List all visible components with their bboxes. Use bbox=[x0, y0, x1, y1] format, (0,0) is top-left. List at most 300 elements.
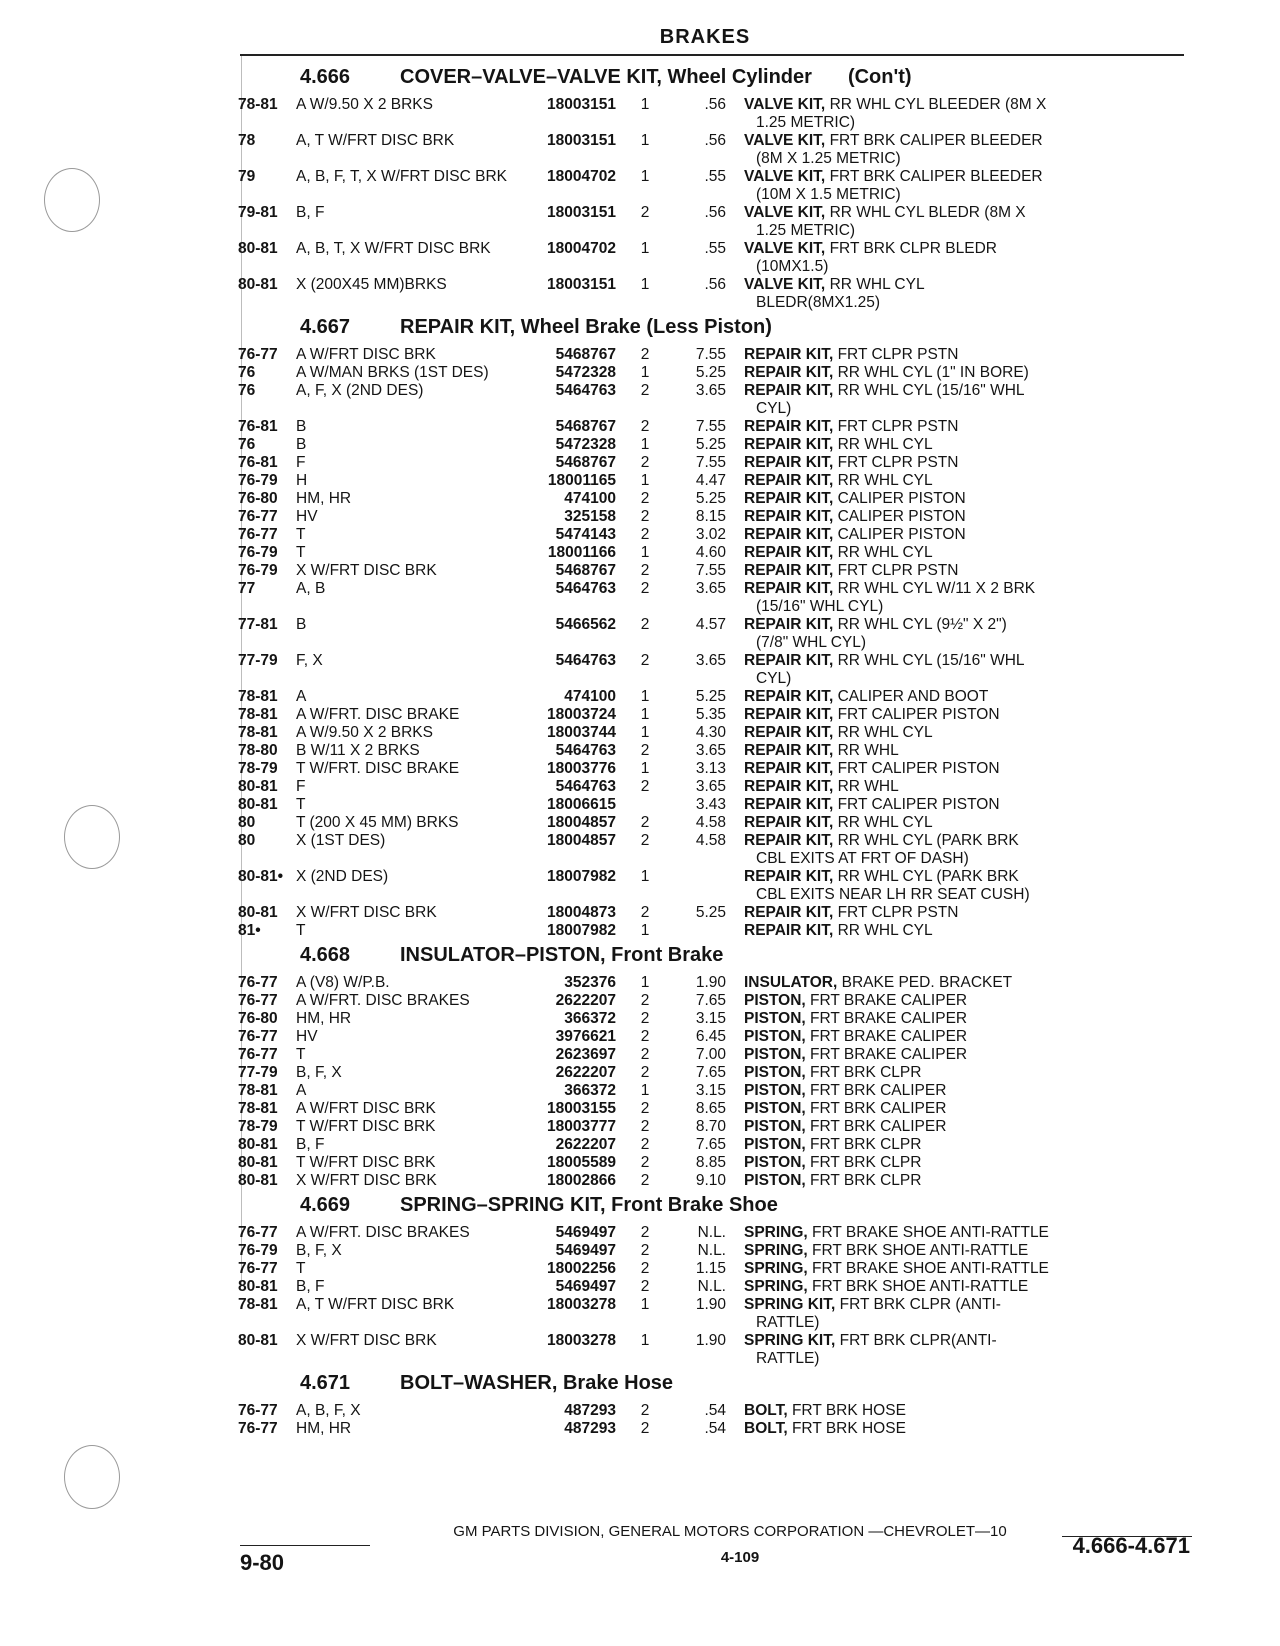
description-text: FRT BRK CLPR bbox=[810, 1154, 922, 1171]
part-description bbox=[726, 490, 1096, 508]
description-keyword: INSULATOR, bbox=[744, 974, 838, 991]
quantity: 2 bbox=[640, 346, 650, 363]
list-price: 4.58 bbox=[695, 832, 726, 849]
part-description bbox=[726, 1332, 1096, 1368]
part-description bbox=[726, 1154, 1096, 1172]
section-heading bbox=[238, 944, 1188, 972]
model-applicability: T W/FRT DISC BRK bbox=[296, 1154, 436, 1171]
model-applicability: A, T W/FRT DISC BRK bbox=[296, 1296, 455, 1313]
part-description bbox=[726, 1046, 1096, 1064]
model-years: 80-81 bbox=[238, 1278, 278, 1295]
description-keyword: REPAIR KIT, bbox=[744, 382, 834, 399]
quantity: 2 bbox=[640, 1028, 650, 1045]
description-continuation: CBL EXITS NEAR LH RR SEAT CUSH) bbox=[756, 886, 1030, 903]
quantity: 2 bbox=[640, 526, 650, 543]
model-years: 76-81 bbox=[238, 418, 278, 435]
part-number: 5464763 bbox=[555, 580, 616, 597]
model-applicability: B, F, X bbox=[296, 1064, 342, 1081]
description-text: RR WHL CYL bbox=[837, 922, 933, 939]
model-years: 76-79 bbox=[238, 562, 278, 579]
model-applicability: T (200 X 45 MM) BRKS bbox=[296, 814, 459, 831]
description-keyword: REPAIR KIT, bbox=[744, 454, 834, 471]
list-price: 3.15 bbox=[695, 1010, 726, 1027]
footer-page-number: 4-109 bbox=[720, 1549, 760, 1566]
part-row bbox=[238, 508, 1188, 526]
part-description bbox=[726, 240, 1096, 276]
model-applicability: A, F, X (2ND DES) bbox=[296, 382, 424, 399]
description-text: RR WHL CYL (1" IN BORE) bbox=[837, 364, 1029, 381]
description-text: RR WHL CYL (PARK BRK bbox=[837, 832, 1019, 849]
model-years: 76-79 bbox=[238, 472, 278, 489]
part-row bbox=[238, 382, 1188, 418]
part-description bbox=[726, 364, 1096, 382]
part-row bbox=[238, 472, 1188, 490]
part-description bbox=[726, 832, 1096, 868]
model-applicability: A W/9.50 X 2 BRKS bbox=[296, 96, 433, 113]
list-price: 6.45 bbox=[695, 1028, 726, 1045]
model-applicability: T bbox=[296, 1260, 306, 1277]
description-text: FRT BRK CALIPER BLEEDER bbox=[829, 168, 1043, 185]
description-continuation: (10MX1.5) bbox=[756, 258, 829, 275]
model-years: 76-77 bbox=[238, 1224, 278, 1241]
quantity: 2 bbox=[640, 778, 650, 795]
description-continuation: (8M X 1.25 METRIC) bbox=[756, 150, 901, 167]
model-years: 77-79 bbox=[238, 1064, 278, 1081]
model-applicability: X W/FRT DISC BRK bbox=[296, 1332, 437, 1349]
part-description bbox=[726, 580, 1096, 616]
description-keyword: PISTON, bbox=[744, 1064, 806, 1081]
model-years: 78-81 bbox=[238, 706, 278, 723]
part-description bbox=[726, 1402, 1096, 1420]
model-applicability: T bbox=[296, 796, 306, 813]
description-keyword: SPRING KIT, bbox=[744, 1296, 836, 1313]
model-years: 76 bbox=[238, 364, 256, 381]
description-keyword: REPAIR KIT, bbox=[744, 562, 834, 579]
description-text: FRT BRK CALIPER BLEEDER bbox=[829, 132, 1043, 149]
list-price: 8.15 bbox=[695, 508, 726, 525]
part-row bbox=[238, 974, 1188, 992]
quantity: 2 bbox=[640, 562, 650, 579]
description-text: RR WHL CYL (15/16" WHL bbox=[837, 382, 1025, 399]
model-years: 76-77 bbox=[238, 508, 278, 525]
part-description bbox=[726, 96, 1096, 132]
quantity: 2 bbox=[640, 454, 650, 471]
part-row bbox=[238, 580, 1188, 616]
model-applicability: HM, HR bbox=[296, 1420, 352, 1437]
list-price: 7.55 bbox=[695, 346, 726, 363]
part-row bbox=[238, 1296, 1188, 1332]
part-row bbox=[238, 1224, 1188, 1242]
quantity: 2 bbox=[640, 1278, 650, 1295]
part-description bbox=[726, 706, 1096, 724]
list-price: .56 bbox=[704, 96, 726, 113]
part-number: 474100 bbox=[564, 490, 616, 507]
part-description bbox=[726, 904, 1096, 922]
model-years: 78-79 bbox=[238, 760, 278, 777]
model-years: 76-77 bbox=[238, 346, 278, 363]
list-price: 4.47 bbox=[695, 472, 726, 489]
part-description bbox=[726, 992, 1096, 1010]
description-text: FRT CALIPER PISTON bbox=[837, 760, 1000, 777]
list-price: 7.00 bbox=[695, 1046, 726, 1063]
list-price: .55 bbox=[704, 240, 726, 257]
part-number: 474100 bbox=[564, 688, 616, 705]
quantity: 2 bbox=[640, 992, 650, 1009]
part-description bbox=[726, 526, 1096, 544]
description-text: FRT BRK CLPR(ANTI- bbox=[839, 1332, 997, 1349]
part-description bbox=[726, 204, 1096, 240]
part-row bbox=[238, 436, 1188, 454]
part-row bbox=[238, 1100, 1188, 1118]
model-applicability: T bbox=[296, 544, 306, 561]
quantity: 1 bbox=[640, 472, 650, 489]
quantity: 2 bbox=[640, 1172, 650, 1189]
description-keyword: REPAIR KIT, bbox=[744, 418, 834, 435]
part-number: 5469497 bbox=[555, 1224, 616, 1241]
part-row bbox=[238, 1172, 1188, 1190]
part-row bbox=[238, 706, 1188, 724]
model-years: 80 bbox=[238, 832, 256, 849]
model-applicability: T bbox=[296, 526, 306, 543]
part-row bbox=[238, 796, 1188, 814]
part-number: 2622207 bbox=[555, 1064, 616, 1081]
list-price: .56 bbox=[704, 276, 726, 293]
list-price: 3.02 bbox=[695, 526, 726, 543]
model-applicability: HV bbox=[296, 1028, 318, 1045]
list-price: 1.90 bbox=[695, 1332, 726, 1349]
part-number: 18003151 bbox=[547, 204, 616, 221]
part-row bbox=[238, 562, 1188, 580]
model-years: 80-81 bbox=[238, 1332, 278, 1349]
list-price: 7.65 bbox=[695, 992, 726, 1009]
list-price: 8.65 bbox=[695, 1100, 726, 1117]
quantity: 2 bbox=[640, 742, 650, 759]
list-price: 4.58 bbox=[695, 814, 726, 831]
part-row bbox=[238, 1028, 1188, 1046]
part-description bbox=[726, 616, 1096, 652]
model-years: 80-81 bbox=[238, 1172, 278, 1189]
part-number: 18001166 bbox=[547, 544, 616, 561]
model-years: 76-77 bbox=[238, 1402, 278, 1419]
description-text: FRT BRK CALIPER bbox=[810, 1082, 947, 1099]
part-number: 18003278 bbox=[547, 1332, 616, 1349]
model-years: 76-77 bbox=[238, 992, 278, 1009]
model-years: 79 bbox=[238, 168, 256, 185]
quantity: 2 bbox=[640, 904, 650, 921]
section-heading bbox=[238, 66, 1188, 94]
part-row bbox=[238, 868, 1188, 904]
model-years: 80-81 bbox=[238, 1154, 278, 1171]
description-keyword: PISTON, bbox=[744, 992, 806, 1009]
list-price: 4.57 bbox=[695, 616, 726, 633]
description-text: FRT CLPR PSTN bbox=[837, 454, 959, 471]
model-applicability: HV bbox=[296, 508, 318, 525]
part-number: 5468767 bbox=[555, 346, 616, 363]
binder-hole bbox=[44, 168, 100, 232]
description-text: FRT CALIPER PISTON bbox=[837, 796, 1000, 813]
description-text: FRT BRK HOSE bbox=[791, 1420, 906, 1437]
list-price: .55 bbox=[704, 168, 726, 185]
quantity: 2 bbox=[640, 1046, 650, 1063]
part-row bbox=[238, 724, 1188, 742]
part-description bbox=[726, 1064, 1096, 1082]
list-price: 7.65 bbox=[695, 1136, 726, 1153]
description-keyword: VALVE KIT, bbox=[744, 204, 826, 221]
model-applicability: X (1ST DES) bbox=[296, 832, 386, 849]
part-number: 5469497 bbox=[555, 1278, 616, 1295]
part-row bbox=[238, 418, 1188, 436]
list-price: 1.90 bbox=[695, 1296, 726, 1313]
part-number: 5464763 bbox=[555, 382, 616, 399]
part-description bbox=[726, 382, 1096, 418]
part-description bbox=[726, 1278, 1096, 1296]
model-years: 80-81 bbox=[238, 240, 278, 257]
description-keyword: PISTON, bbox=[744, 1172, 806, 1189]
list-price: 3.65 bbox=[695, 742, 726, 759]
model-years: 76 bbox=[238, 382, 256, 399]
quantity: 1 bbox=[640, 1082, 650, 1099]
model-years: 77-79 bbox=[238, 652, 278, 669]
part-number: 2622207 bbox=[555, 1136, 616, 1153]
section-title: BOLT–WASHER, Brake Hose bbox=[400, 1372, 674, 1394]
part-description bbox=[726, 1260, 1096, 1278]
part-row bbox=[238, 490, 1188, 508]
description-text: FRT BRK SHOE ANTI-RATTLE bbox=[812, 1242, 1029, 1259]
list-price: .56 bbox=[704, 204, 726, 221]
description-text: FRT BRK CLPR BLEDR bbox=[829, 240, 997, 257]
description-keyword: REPAIR KIT, bbox=[744, 706, 834, 723]
description-keyword: REPAIR KIT, bbox=[744, 526, 834, 543]
model-applicability: B bbox=[296, 436, 307, 453]
part-description bbox=[726, 1118, 1096, 1136]
part-number: 366372 bbox=[564, 1082, 616, 1099]
part-number: 18006615 bbox=[547, 796, 616, 813]
model-years: 78-81 bbox=[238, 96, 278, 113]
part-row bbox=[238, 1242, 1188, 1260]
model-applicability: F bbox=[296, 454, 306, 471]
part-number: 18002866 bbox=[547, 1172, 616, 1189]
section-number: 4.671 bbox=[300, 1372, 351, 1394]
part-number: 18004702 bbox=[547, 168, 616, 185]
part-row bbox=[238, 1046, 1188, 1064]
model-years: 78-81 bbox=[238, 1100, 278, 1117]
quantity: 2 bbox=[640, 1154, 650, 1171]
model-years: 80-81 bbox=[238, 1136, 278, 1153]
description-keyword: BOLT, bbox=[744, 1420, 788, 1437]
list-price: 5.25 bbox=[695, 436, 726, 453]
model-years: 76-80 bbox=[238, 490, 278, 507]
description-text: RR WHL CYL BLEDR (8M X bbox=[829, 204, 1026, 221]
part-description bbox=[726, 922, 1096, 940]
list-price: N.L. bbox=[697, 1224, 726, 1241]
model-applicability: A W/MAN BRKS (1ST DES) bbox=[296, 364, 489, 381]
model-applicability: T W/FRT DISC BRK bbox=[296, 1118, 436, 1135]
part-number: 18004857 bbox=[547, 832, 616, 849]
quantity: 2 bbox=[640, 1420, 650, 1437]
description-text: FRT BRAKE SHOE ANTI-RATTLE bbox=[812, 1260, 1049, 1277]
list-price: 7.55 bbox=[695, 562, 726, 579]
list-price: 4.30 bbox=[695, 724, 726, 741]
description-keyword: VALVE KIT, bbox=[744, 240, 826, 257]
description-text: FRT BRK CLPR bbox=[810, 1136, 922, 1153]
part-row bbox=[238, 1420, 1188, 1438]
part-number: 5466562 bbox=[555, 616, 616, 633]
description-text: FRT BRAKE CALIPER bbox=[810, 992, 968, 1009]
model-applicability: X W/FRT DISC BRK bbox=[296, 1172, 437, 1189]
model-applicability: A bbox=[296, 1082, 307, 1099]
model-applicability: A, B, T, X W/FRT DISC BRK bbox=[296, 240, 491, 257]
part-description bbox=[726, 974, 1096, 992]
part-row bbox=[238, 96, 1188, 132]
description-text: FRT BRK HOSE bbox=[791, 1402, 906, 1419]
quantity: 2 bbox=[640, 1118, 650, 1135]
quantity: 2 bbox=[640, 490, 650, 507]
part-number: 5472328 bbox=[555, 364, 616, 381]
model-years: 76-77 bbox=[238, 526, 278, 543]
model-years: 77-81 bbox=[238, 616, 278, 633]
part-row bbox=[238, 814, 1188, 832]
quantity: 1 bbox=[640, 276, 650, 293]
description-text: FRT BRK CLPR bbox=[810, 1172, 922, 1189]
part-number: 18003151 bbox=[547, 132, 616, 149]
part-row bbox=[238, 1154, 1188, 1172]
part-row bbox=[238, 240, 1188, 276]
model-applicability: A, B, F, X bbox=[296, 1402, 361, 1419]
list-price: 5.25 bbox=[695, 490, 726, 507]
quantity: 2 bbox=[640, 580, 650, 597]
part-description bbox=[726, 346, 1096, 364]
part-description bbox=[726, 168, 1096, 204]
part-row bbox=[238, 778, 1188, 796]
description-text: RR WHL CYL BLEEDER (8M X bbox=[829, 96, 1047, 113]
part-row bbox=[238, 1332, 1188, 1368]
part-number: 2622207 bbox=[555, 992, 616, 1009]
quantity: 1 bbox=[640, 760, 650, 777]
part-row bbox=[238, 922, 1188, 940]
part-number: 5468767 bbox=[555, 418, 616, 435]
part-number: 18003724 bbox=[547, 706, 616, 723]
description-text: CALIPER PISTON bbox=[837, 508, 966, 525]
section-title: COVER–VALVE–VALVE KIT, Wheel Cylinder bbox=[400, 66, 812, 88]
model-years: 80-81 bbox=[238, 276, 278, 293]
model-applicability: T W/FRT. DISC BRAKE bbox=[296, 760, 460, 777]
part-number: 18007982 bbox=[547, 868, 616, 885]
list-price: 5.25 bbox=[695, 364, 726, 381]
model-years: 77 bbox=[238, 580, 256, 597]
description-text: FRT BRK CLPR bbox=[810, 1064, 922, 1081]
part-number: 18007982 bbox=[547, 922, 616, 939]
part-row bbox=[238, 1260, 1188, 1278]
part-number: 18004873 bbox=[547, 904, 616, 921]
quantity: 1 bbox=[640, 922, 650, 939]
part-description bbox=[726, 652, 1096, 688]
quantity: 1 bbox=[640, 974, 650, 991]
part-row bbox=[238, 1118, 1188, 1136]
part-description bbox=[726, 1100, 1096, 1118]
part-description bbox=[726, 418, 1096, 436]
description-keyword: REPAIR KIT, bbox=[744, 652, 834, 669]
part-row bbox=[238, 1402, 1188, 1420]
model-applicability: A (V8) W/P.B. bbox=[296, 974, 390, 991]
quantity: 2 bbox=[640, 652, 650, 669]
description-keyword: REPAIR KIT, bbox=[744, 436, 834, 453]
description-continuation: CBL EXITS AT FRT OF DASH) bbox=[756, 850, 969, 867]
model-applicability: A W/FRT. DISC BRAKES bbox=[296, 992, 470, 1009]
description-text: RR WHL CYL bbox=[837, 814, 933, 831]
part-row bbox=[238, 544, 1188, 562]
description-continuation: (15/16" WHL CYL) bbox=[756, 598, 884, 615]
list-price: 8.85 bbox=[695, 1154, 726, 1171]
quantity: 1 bbox=[640, 1332, 650, 1349]
model-years: 80 bbox=[238, 814, 256, 831]
model-applicability: X W/FRT DISC BRK bbox=[296, 562, 437, 579]
description-text: FRT BRK CLPR (ANTI- bbox=[839, 1296, 1001, 1313]
description-text: RR WHL bbox=[837, 778, 899, 795]
list-price: N.L. bbox=[697, 1242, 726, 1259]
description-text: CALIPER AND BOOT bbox=[837, 688, 989, 705]
description-text: RR WHL CYL (9½" X 2") bbox=[837, 616, 1007, 633]
model-years: 78 bbox=[238, 132, 256, 149]
quantity: 1 bbox=[640, 724, 650, 741]
binder-hole bbox=[64, 805, 120, 869]
description-text: FRT BRK CALIPER bbox=[810, 1118, 947, 1135]
part-number: 366372 bbox=[564, 1010, 616, 1027]
part-number: 18004857 bbox=[547, 814, 616, 831]
quantity: 1 bbox=[640, 544, 650, 561]
section-number: 4.667 bbox=[300, 316, 351, 338]
list-price: .56 bbox=[704, 132, 726, 149]
description-text: RR WHL CYL bbox=[837, 724, 933, 741]
list-price: 3.15 bbox=[695, 1082, 726, 1099]
binder-hole bbox=[64, 1445, 120, 1509]
model-applicability: A W/FRT DISC BRK bbox=[296, 1100, 436, 1117]
description-continuation: 1.25 METRIC) bbox=[756, 114, 856, 131]
part-row bbox=[238, 760, 1188, 778]
description-keyword: PISTON, bbox=[744, 1046, 806, 1063]
description-text: RR WHL CYL bbox=[837, 472, 933, 489]
part-description bbox=[726, 1028, 1096, 1046]
model-applicability: A W/FRT DISC BRK bbox=[296, 346, 436, 363]
description-text: CALIPER PISTON bbox=[837, 526, 966, 543]
model-years: 76-80 bbox=[238, 1010, 278, 1027]
model-applicability: HM, HR bbox=[296, 490, 352, 507]
description-text: CALIPER PISTON bbox=[837, 490, 966, 507]
part-description bbox=[726, 1224, 1096, 1242]
quantity: 2 bbox=[640, 508, 650, 525]
part-row bbox=[238, 1064, 1188, 1082]
description-text: BRAKE PED. BRACKET bbox=[841, 974, 1013, 991]
part-row bbox=[238, 992, 1188, 1010]
section-number: 4.666 bbox=[300, 66, 351, 88]
list-price: 3.65 bbox=[695, 580, 726, 597]
part-number: 5468767 bbox=[555, 562, 616, 579]
list-price: 5.25 bbox=[695, 904, 726, 921]
part-number: 18003151 bbox=[547, 96, 616, 113]
quantity: 2 bbox=[640, 1224, 650, 1241]
description-keyword: REPAIR KIT, bbox=[744, 616, 834, 633]
description-text: FRT BRAKE SHOE ANTI-RATTLE bbox=[812, 1224, 1049, 1241]
model-years: 76-79 bbox=[238, 544, 278, 561]
quantity: 2 bbox=[640, 616, 650, 633]
section-heading bbox=[238, 316, 1188, 344]
quantity: 2 bbox=[640, 814, 650, 831]
model-applicability: A, B bbox=[296, 580, 326, 597]
description-keyword: SPRING, bbox=[744, 1242, 808, 1259]
quantity: 1 bbox=[640, 436, 650, 453]
description-keyword: REPAIR KIT, bbox=[744, 544, 834, 561]
description-continuation: RATTLE) bbox=[756, 1314, 820, 1331]
quantity: 2 bbox=[640, 1136, 650, 1153]
